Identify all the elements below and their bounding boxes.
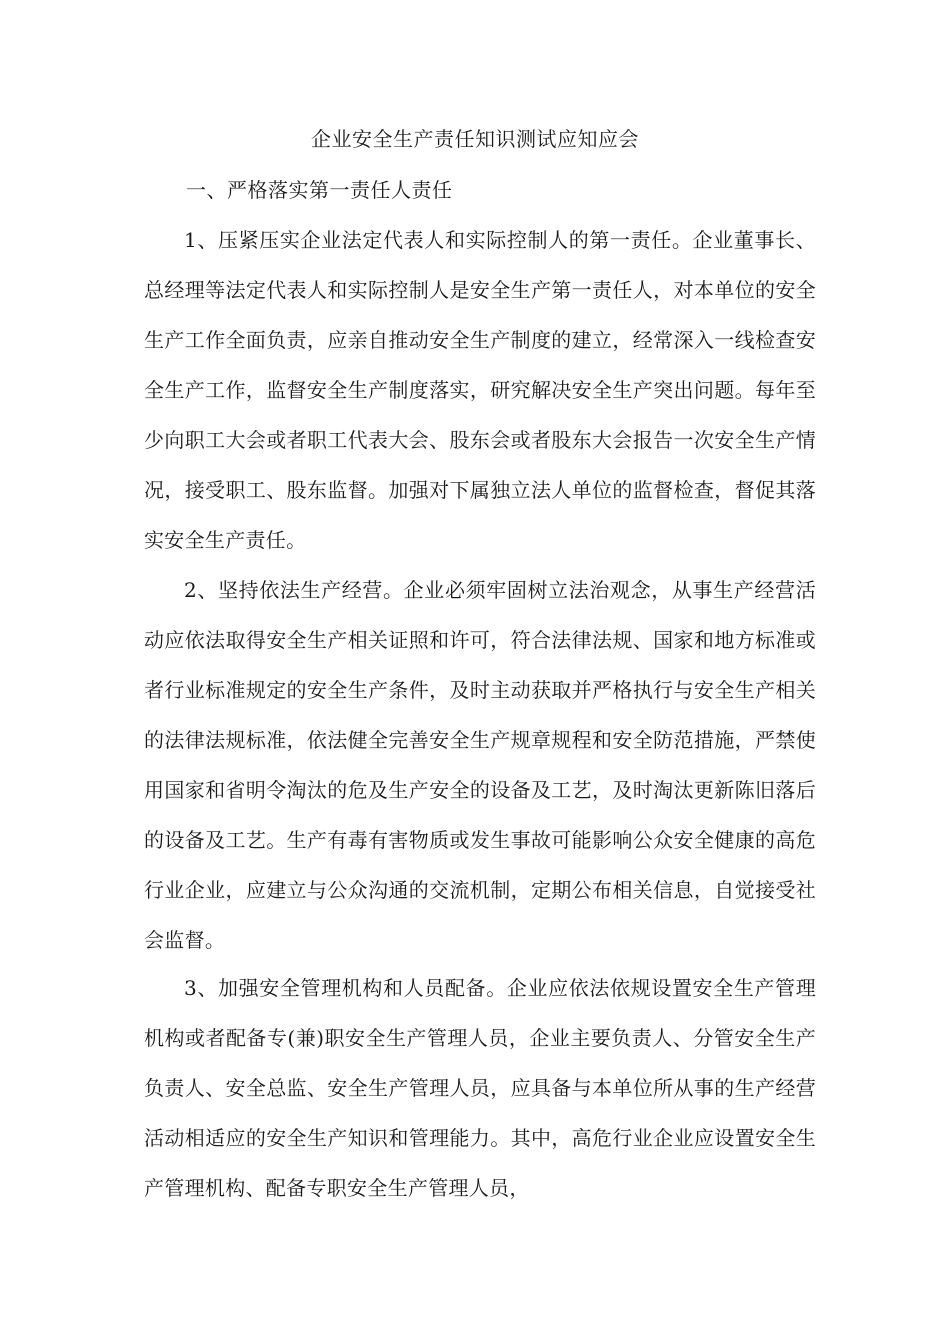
document-title: 企业安全生产责任知识测试应知应会 bbox=[311, 127, 639, 151]
paragraph-2: 2、坚持依法生产经营。企业必须牢固树立法治观念，从事生产经营活动应依法取得安全生产相关证照和许可，符合法律法规、国家和地方标准或者行业标准规定的安全生产条件，及时主动获取并严格执行与安全生产相关的法律法规标准，依法健全完善安全生产规章规程和安全防范措施，严禁使用国家和省明令淘汰的危及生产安全的设备及工艺，及时淘汰更新陈旧落后的设备及工艺。生产有毒有害物质或发生事故可能影响公众安全健康的高危行业企业，应建立与公众沟通的交流机制，定期公布相关信息，自觉接受社会监督。 bbox=[144, 578, 816, 952]
paragraph-1: 1、压紧压实企业法定代表人和实际控制人的第一责任。企业董事长、总经理等法定代表人和实际控制人是安全生产第一责任人，对本单位的安全生产工作全面负责，应亲自推动安全生产制度的建立，经常深入一线检查安全生产工作，监督安全生产制度落实，研究解决安全生产突出问题。每年至少向职工大会或者职工代表大会、股东会或者股东大会报告一次安全生产情况，接受职工、股东监督。加强对下属独立法人单位的监督检查，督促其落实安全生产责任。 bbox=[144, 228, 816, 552]
section-heading: 一、严格落实第一责任人责任 bbox=[186, 178, 453, 202]
paragraph-3: 3、加强安全管理机构和人员配备。企业应依法依规设置安全生产管理机构或者配备专(兼)职安全生产管理人员，企业主要负责人、分管安全生产负责人、安全总监、安全生产管理人员，应具备与本单位所从事的生产经营活动相适应的安全生产知识和管理能力。其中，高危行业企业应设置安全生产管理机构、配备专职安全生产管理人员， bbox=[144, 976, 816, 1200]
